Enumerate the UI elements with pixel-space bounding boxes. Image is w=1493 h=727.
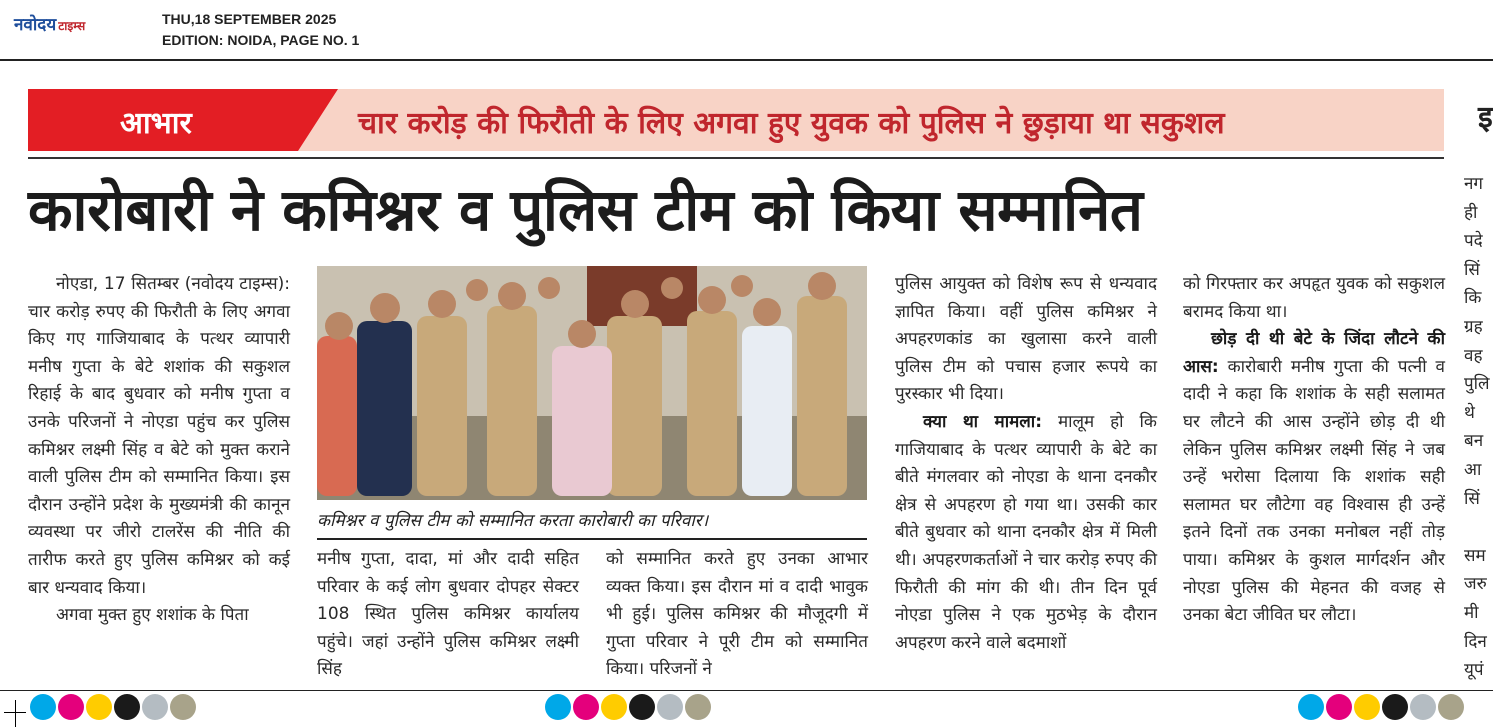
registration-dot: [1354, 694, 1380, 720]
col5-subhead: छोड़ दी थी बेटे के जिंदा लौटने की आस:: [1183, 329, 1445, 377]
headline-rule: [28, 157, 1444, 159]
adjacent-article-letter: इ: [1478, 100, 1493, 135]
registration-dot: [170, 694, 196, 720]
edition-page: EDITION: NOIDA, PAGE NO. 1: [162, 32, 360, 48]
strip-line: वह: [1464, 345, 1483, 366]
col4-subhead: क्या था मामला:: [923, 411, 1042, 432]
registration-dot: [601, 694, 627, 720]
strip-line: [1464, 513, 1493, 542]
registration-marks-left: [30, 694, 196, 720]
strip-line: सिं: [1464, 259, 1480, 280]
registration-dot: [114, 694, 140, 720]
col4-para-1: पुलिस आयुक्त को विशेष रूप से धन्यवाद ज्ञापित किया। वहीं पुलिस कमिश्नर ने अपहरणकांड का खुलासा करने वाली पुलिस टीम को पचास हजार रूपये का पुरस्कार भी दिया।: [895, 274, 1157, 405]
strip-line: पदे: [1464, 231, 1483, 252]
col4-para-2-text: मालूम हो कि गाजियाबाद के पत्थर व्यापारी के बेटे का बीते मंगलवार को नोएडा के थाना दनकौर क्षेत्र से अपहरण हो गया था। उसकी कार बीते बुधवार को थाना दनकौर क्षेत्र में मिली थी। अपहरणकर्ताओं ने चार करोड़ रुपए की फिरौती की मांग की थी। तीन दिन पूर्व नोएडा पुलिस ने एक मुठभेड़ के दौरान अपहरण करने वाले बदमाशों: [895, 411, 1157, 653]
strip-line: सम: [1464, 545, 1486, 566]
col1-para-1: नोएडा, 17 सितम्बर (नवोदय टाइम्स): चार करोड़ रुपए की फिरौती के लिए अगवा किए गए गाजियाबाद के पत्थर व्यापारी मनीष गुप्ता के बेटे शशांक की सकुशल रिहाई के बाद बुधवार को मनीष गुप्ता व उनके परिजनों ने नोएडा पहुंच कर पुलिस कमिश्नर लक्ष्मी सिंह व बेटे को मुक्त कराने वाली पुलिस टीम को सम्मानित किया। इस दौरान उन्होंने प्रदेश के मुख्यमंत्री की कानून व्यवस्था पर जीरो टालरेंस की नीति की तारीफ करते हुए पुलिस कमिश्नर को कई बार धन्यवाद किया।: [28, 274, 290, 598]
article-photo: [317, 266, 867, 500]
col5-para-1: को गिरफ्तार कर अपहृत युवक को सकुशल बरामद किया था।: [1183, 274, 1445, 322]
strip-line: मी: [1464, 602, 1479, 623]
edition-date: THU,18 SEPTEMBER 2025: [162, 11, 337, 27]
strip-line: ही: [1464, 202, 1478, 223]
col5-para-2-text: कारोबारी मनीष गुप्ता की पत्नी व दादी ने कहा कि शशांक के सही सलामत घर लौटने की आस उन्होंने छोड़ दी थी लेकिन पुलिस कमिश्नर लक्ष्मी सिंह ने जब उन्हें भरोसा दिलाया कि शशांक सही सलामत घर लौटेगा वह विश्वास ही उन्हें इतने दिनों तक उनका मनोबल नहीं तोड़ पाया। कमिश्नर के कुशल मार्गदर्शन और नोएडा पुलिस की मेहनत की वजह से उनका बेटा जीवित घर लौटा।: [1183, 356, 1445, 626]
strip-line: पुलि: [1464, 374, 1490, 395]
logo-text: नवोदय: [14, 15, 57, 35]
registration-dot: [142, 694, 168, 720]
registration-dot: [545, 694, 571, 720]
col5-para-2: [1183, 326, 1445, 630]
group-photo-illustration: [317, 266, 867, 500]
col4-para-2: [895, 409, 1157, 657]
article-column-5: [1183, 271, 1445, 630]
strip-line: कि: [1464, 288, 1482, 309]
registration-marks-center: [545, 694, 711, 720]
photo-caption: कमिश्नर व पुलिस टीम को सम्मानित करता कारोबारी का परिवार।: [317, 507, 867, 540]
strip-line: यूपं: [1464, 660, 1484, 681]
strip-line: सिं: [1464, 488, 1480, 509]
page-bottom-rule: [0, 690, 1493, 691]
edition-info: [162, 9, 359, 51]
banner-kicker: चार करोड़ की फिरौती के लिए अगवा हुए युवक को पुलिस ने छुड़ाया था सकुशल: [358, 106, 1225, 141]
article-column-1: [28, 271, 290, 630]
registration-dot: [1410, 694, 1436, 720]
registration-dot: [1298, 694, 1324, 720]
registration-dot: [86, 694, 112, 720]
banner-tag: आभार: [120, 106, 192, 141]
registration-marks-right: [1298, 694, 1464, 720]
article-column-3: [606, 546, 868, 684]
col1-para-2: अगवा मुक्त हुए शशांक के पिता: [56, 605, 249, 626]
kicker-banner: [28, 89, 1444, 151]
registration-dot: [1438, 694, 1464, 720]
strip-line: ग्रह: [1464, 316, 1483, 337]
article-column-4: [895, 271, 1157, 657]
registration-dot: [30, 694, 56, 720]
registration-dot: [573, 694, 599, 720]
col3-text: को सम्मानित करते हुए उनका आभार व्यक्त किया। इस दौरान मां व दादी भावुक भी हुई। पुलिस कमिश्नर की मौजूदगी में गुप्ता परिवार ने पूरी टीम को सम्मानित किया। परिजनों ने: [606, 549, 868, 680]
crop-mark-vertical: [15, 700, 16, 727]
top-bar: [0, 0, 1493, 61]
adjacent-article-strip: [1464, 170, 1493, 685]
registration-dot: [1326, 694, 1352, 720]
logo-sub: टाइम्स: [58, 19, 86, 33]
headline: कारोबारी ने कमिश्नर व पुलिस टीम को किया सम्मानित: [28, 176, 1143, 244]
article-column-2: [317, 546, 579, 684]
registration-dot: [657, 694, 683, 720]
registration-dot: [685, 694, 711, 720]
newspaper-logo: [14, 12, 85, 35]
registration-dot: [629, 694, 655, 720]
strip-line: जरु: [1464, 574, 1487, 595]
strip-line: बन: [1464, 431, 1484, 452]
strip-line: थे: [1464, 402, 1475, 423]
registration-dot: [58, 694, 84, 720]
col2-text: मनीष गुप्ता, दादा, मां और दादी सहित परिवार के कई लोग बुधवार दोपहर सेक्टर 108 स्थित पुलिस कमिश्नर कार्यालय पहुंचे। जहां उन्होंने पुलिस कमिश्नर लक्ष्मी सिंह: [317, 549, 579, 680]
registration-dot: [1382, 694, 1408, 720]
strip-line: नग: [1464, 174, 1484, 194]
strip-line: दिन: [1464, 631, 1487, 652]
strip-line: आ: [1464, 459, 1482, 480]
